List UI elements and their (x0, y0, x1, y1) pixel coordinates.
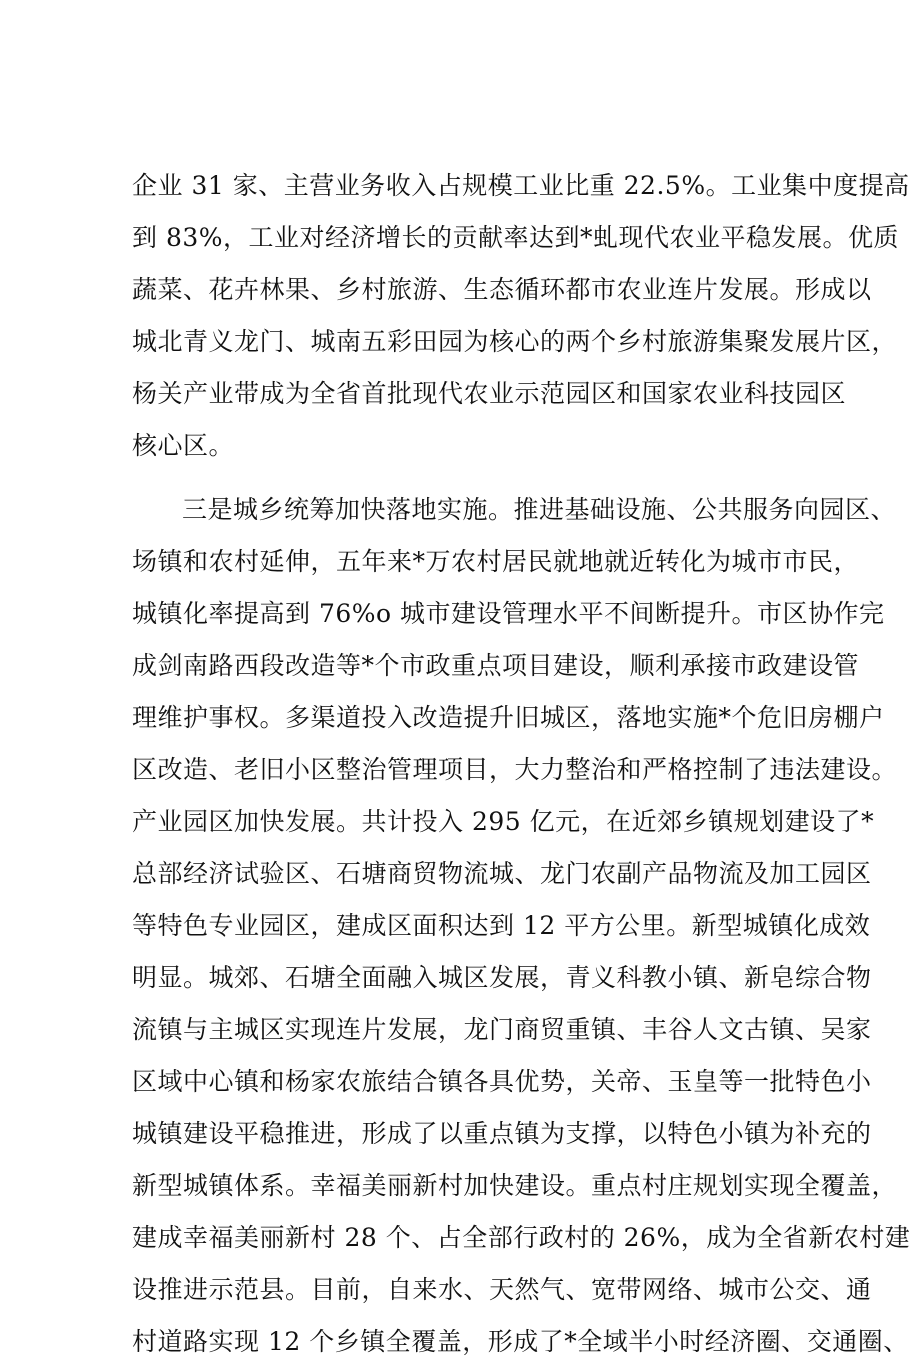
text-line: 企业 31 家、主营业务收入占规模工业比重 22.5%。工业集中度提高 (132, 171, 910, 200)
text-line: 蔬菜、花卉林果、乡村旅游、生态循环都市农业连片发展。形成以 (132, 275, 872, 304)
text-line: 三是城乡统筹加快落地实施。推进基础设施、公共服务向园区、 (182, 495, 897, 524)
text-line: 城镇化率提高到 76%o 城市建设管理水平不间断提升。市区协作完 (132, 599, 885, 628)
text-line: 区改造、老旧小区整治管理项目，大力整治和严格控制了违法建设。 (132, 755, 898, 784)
text-line: 杨关产业带成为全省首批现代农业示范园区和国家农业科技园区 (132, 379, 847, 408)
text-line: 等特色专业园区，建成区面积达到 12 平方公里。新型城镇化成效 (132, 911, 871, 940)
text-line: 流镇与主城区实现连片发展，龙门商贸重镇、丰谷人文古镇、吴家 (132, 1015, 872, 1044)
text-line: 理维护事权。多渠道投入改造提升旧城区，落地实施*个危旧房棚户 (132, 703, 885, 732)
text-line: 设推进示范县。目前，自来水、天然气、宽带网络、城市公交、通 (132, 1275, 872, 1304)
text-line: 核心区。 (132, 431, 235, 460)
text-line: 总部经济试验区、石塘商贸物流城、龙门农副产品物流及加工园区 (132, 859, 872, 888)
text-line: 到 83%，工业对经济增长的贡献率达到*虬现代农业平稳发展。优质 (132, 223, 900, 252)
text-line: 城北青义龙门、城南五彩田园为核心的两个乡村旅游集聚发展片区， (132, 327, 898, 356)
text-line: 建成幸福美丽新村 28 个、占全部行政村的 26%，成为全省新农村建 (132, 1223, 911, 1252)
text-line: 产业园区加快发展。共计投入 295 亿元，在近郊乡镇规划建设了* (132, 807, 875, 836)
text-line: 新型城镇体系。幸福美丽新村加快建设。重点村庄规划实现全覆盖， (132, 1171, 898, 1200)
paragraph-industry-agriculture (132, 160, 910, 472)
paragraph-spacer (132, 472, 802, 484)
text-line: 村道路实现 12 个乡镇全覆盖，形成了*全域半小时经济圈、交通圈、 (132, 1327, 909, 1356)
document-body (132, 160, 911, 1368)
text-line: 城镇建设平稳推进，形成了以重点镇为支撑，以特色小镇为补充的 (132, 1119, 872, 1148)
text-line: 场镇和农村延伸，五年来*万农村居民就地就近转化为城市市民， (132, 547, 860, 576)
text-line: 成剑南路西段改造等*个市政重点项目建设，顺利承接市政建设管 (132, 651, 860, 680)
text-line: 区域中心镇和杨家农旅结合镇各具优势，关帝、玉皇等一批特色小 (132, 1067, 872, 1096)
paragraph-urban-rural (132, 484, 911, 1368)
text-line: 明显。城郊、石塘全面融入城区发展，青义科教小镇、新皂综合物 (132, 963, 872, 992)
